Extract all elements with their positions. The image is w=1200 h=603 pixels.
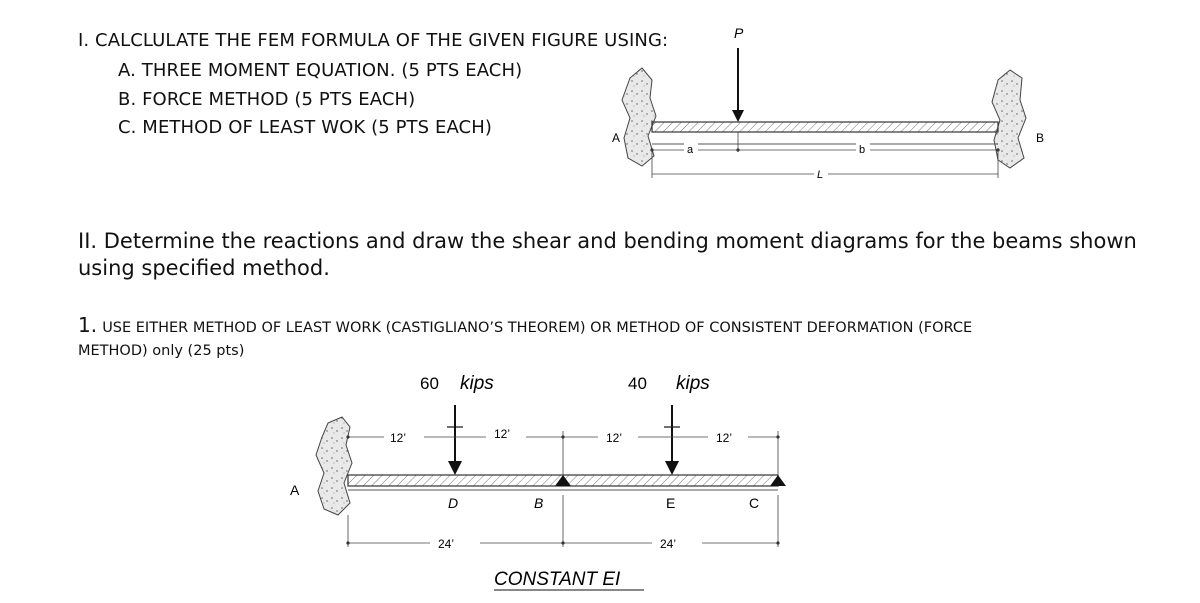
constant-ei-note: CONSTANT EI — [494, 569, 621, 590]
fixed-support-a — [316, 417, 352, 515]
support-a-label: A — [612, 131, 621, 145]
support-b-label: B — [1036, 131, 1045, 145]
beam — [652, 122, 998, 132]
dimension-L-label: L — [817, 169, 824, 181]
bottom-dim-1: 24’ — [438, 537, 455, 551]
load2-value: 40 — [628, 374, 647, 393]
dimension-b-label: b — [859, 144, 866, 156]
problem1-number: 1. — [78, 313, 98, 337]
point-b-label: B — [534, 495, 544, 511]
problem1-text-line2: METHOD) only (25 pts) — [78, 343, 245, 359]
part1-item-c: C. METHOD OF LEAST WOK (5 PTS EACH) — [118, 117, 492, 138]
load1-unit: kips — [460, 373, 494, 394]
part2-heading-line1: II. Determine the reactions and draw the shear and bending moment diagrams for the beams shown — [78, 229, 1137, 253]
top-dim-3: 12’ — [606, 431, 623, 445]
dimension-a-label: a — [687, 144, 694, 156]
load-label: P — [734, 25, 744, 41]
problem1-text-line1 — [78, 313, 972, 337]
fixed-beam-figure — [590, 18, 1060, 188]
continuous-beam-figure — [280, 365, 820, 595]
load2-unit: kips — [676, 373, 710, 394]
part1-heading: I. CALCLULATE THE FEM FORMULA OF THE GIVEN FIGURE USING: — [78, 30, 669, 51]
part2-heading-line2: using specified method. — [78, 256, 330, 280]
top-dim-4: 12’ — [716, 431, 733, 445]
load1-value: 60 — [420, 374, 439, 393]
top-dim-2: 12’ — [494, 427, 511, 441]
bottom-dim-2: 24’ — [660, 537, 677, 551]
problem1-text: USE EITHER METHOD OF LEAST WORK (CASTIGLIANO’S THEOREM) OR METHOD OF CONSISTENT DEFORMATION (FORCE — [102, 320, 973, 336]
left-fixed-support — [622, 68, 656, 166]
point-e-label: E — [666, 495, 676, 511]
point-c-label: C — [749, 495, 760, 511]
part1-item-b: B. FORCE METHOD (5 PTS EACH) — [118, 89, 416, 110]
part1-item-a: A. THREE MOMENT EQUATION. (5 PTS EACH) — [118, 60, 523, 81]
point-d-label: D — [448, 495, 459, 511]
top-dim-1: 12’ — [390, 431, 407, 445]
point-a-label: A — [290, 482, 300, 498]
right-fixed-support — [992, 70, 1026, 168]
load-arrow-head — [732, 110, 744, 122]
